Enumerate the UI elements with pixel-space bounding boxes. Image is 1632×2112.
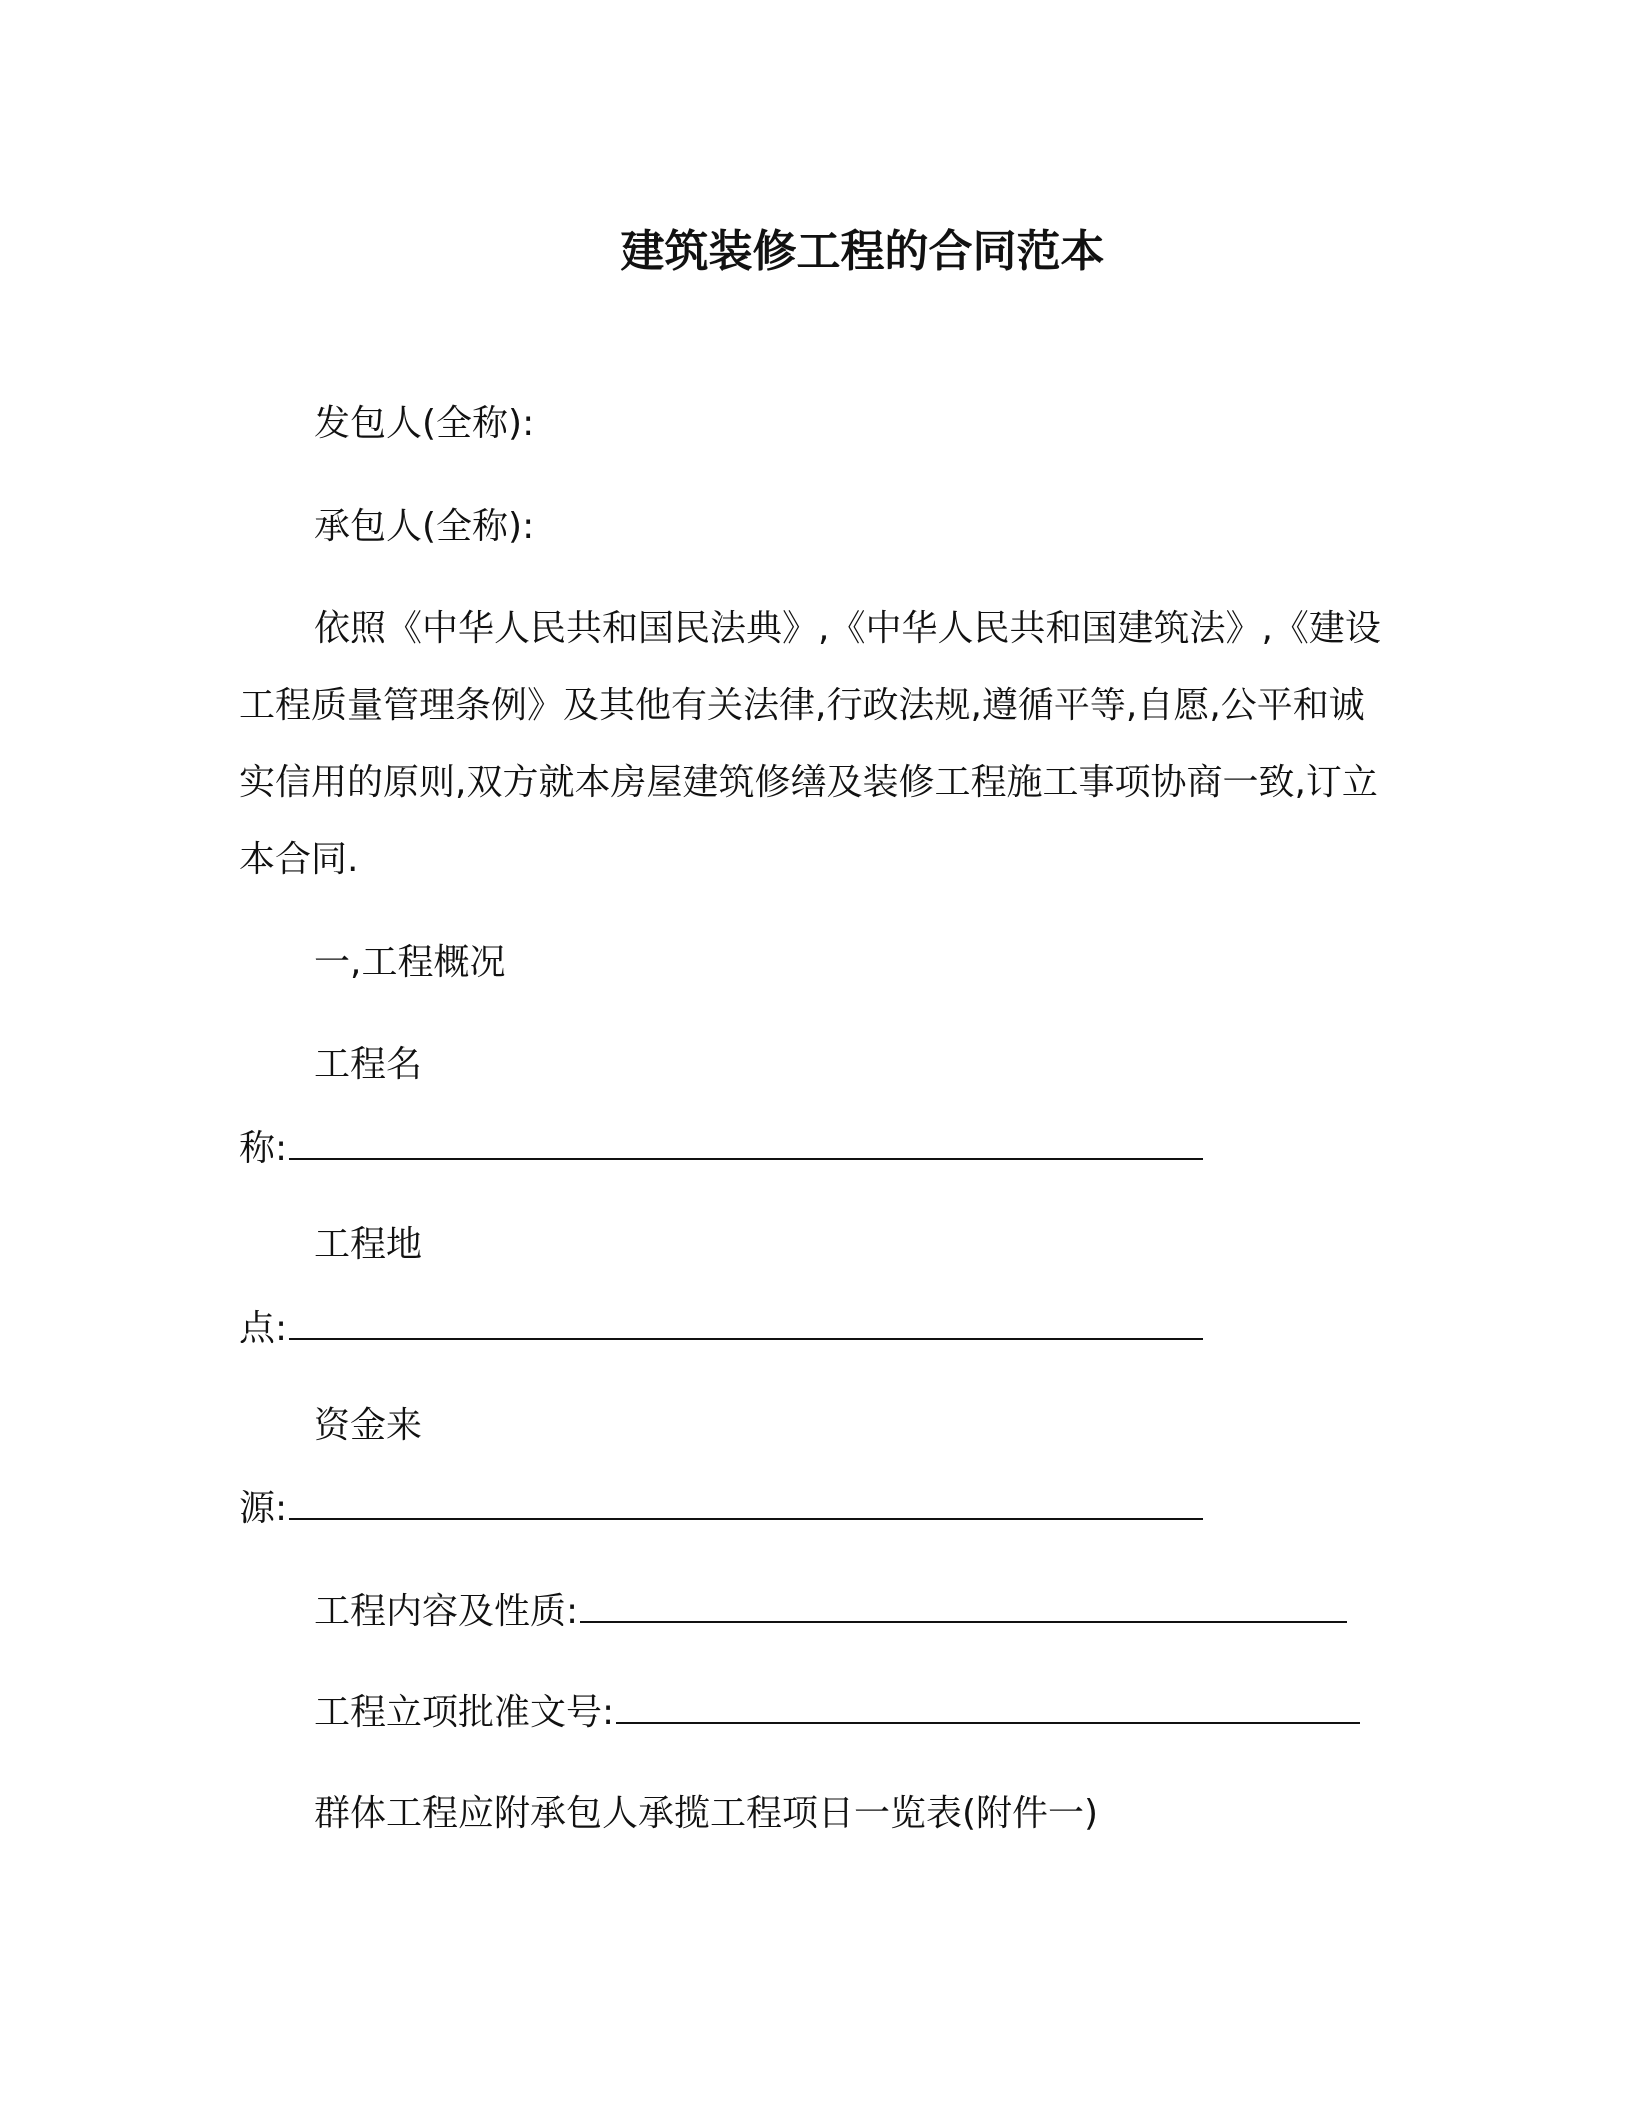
project-location-label-line2: 点:	[239, 1308, 288, 1349]
approval-number-label: 工程立项批准文号:	[314, 1692, 615, 1733]
project-name-label-line1: 工程名	[314, 1044, 423, 1085]
project-name-label-line2: 称:	[239, 1128, 288, 1169]
preamble-paragraph: 依照《中华人民共和国民法典》,《中华人民共和国建筑法》,《建设工程质量管理条例》及其他有关法律,行政法规,遵循平等,自愿,公平和诚实信用的原则,双方就本房屋建筑修缮及装修工程施工事项协商一致,订立本合同.	[239, 608, 1381, 880]
contractor-label: 承包人(全称):	[314, 506, 535, 547]
section-1-heading: 一,工程概况	[314, 942, 506, 983]
approval-number-blank[interactable]	[616, 1690, 1360, 1724]
employer-label: 发包人(全称):	[314, 403, 535, 444]
document-title: 建筑装修工程的合同范本	[620, 226, 1105, 277]
project-location-field	[239, 1304, 1203, 1354]
fund-source-field	[239, 1484, 1203, 1534]
project-content-blank[interactable]	[580, 1589, 1347, 1623]
project-content-label: 工程内容及性质:	[314, 1591, 579, 1632]
fund-source-blank[interactable]	[289, 1486, 1203, 1520]
project-name-field	[239, 1124, 1203, 1174]
project-content-field	[314, 1587, 1347, 1637]
approval-number-field	[314, 1688, 1360, 1738]
fund-source-label-line1: 资金来	[314, 1405, 423, 1446]
fund-source-label-line2: 源:	[239, 1488, 288, 1529]
project-location-label-line1: 工程地	[314, 1224, 423, 1265]
project-name-blank[interactable]	[289, 1126, 1203, 1160]
group-project-note: 群体工程应附承包人承揽工程项日一览表(附件一)	[314, 1793, 1099, 1834]
project-location-blank[interactable]	[289, 1306, 1203, 1340]
